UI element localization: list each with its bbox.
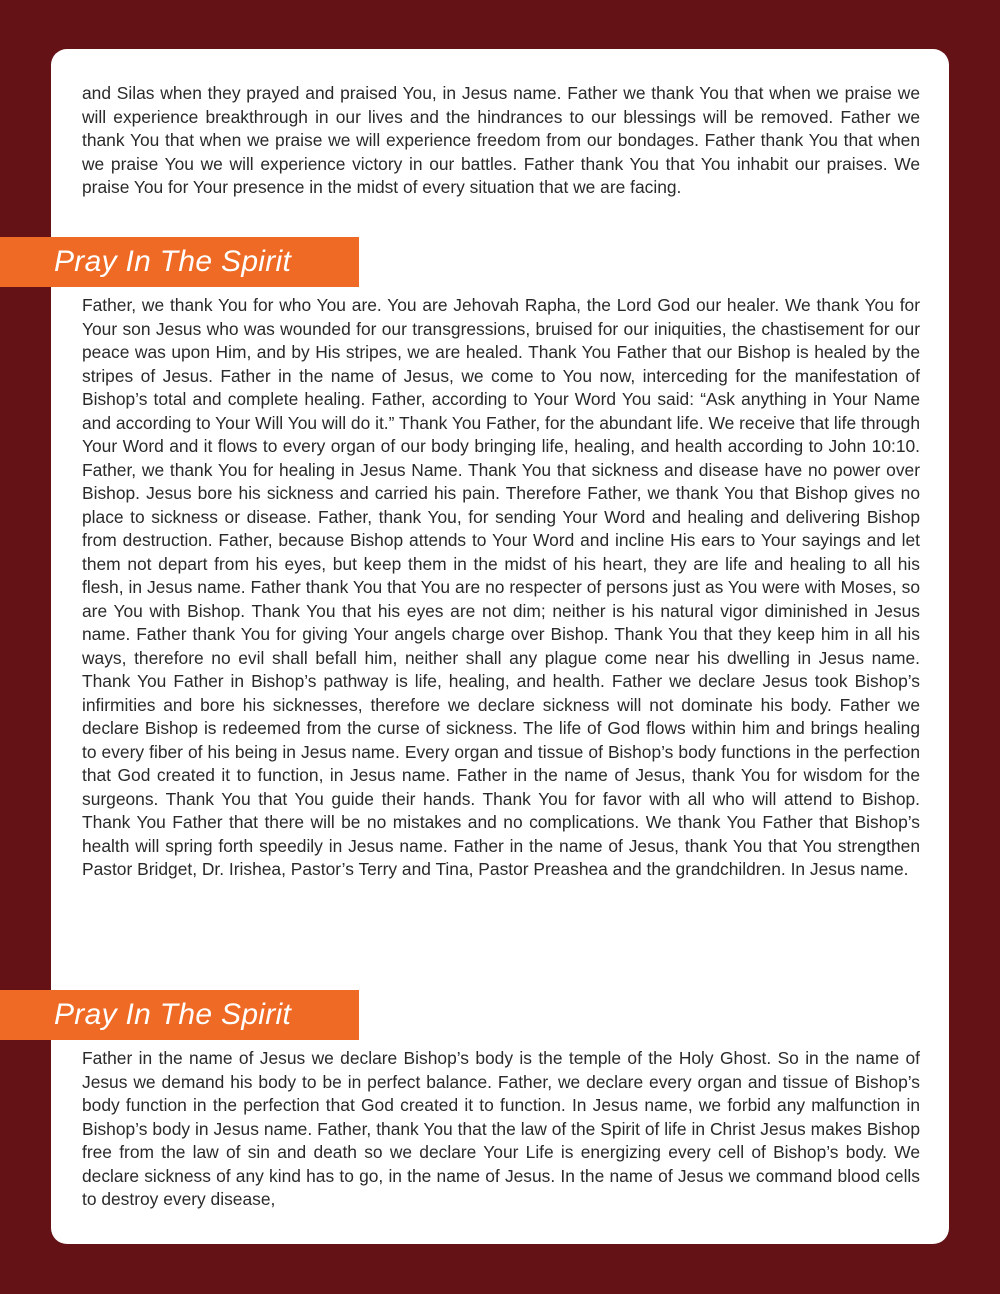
section-heading-1: Pray In The Spirit — [54, 245, 292, 278]
paragraph-praise: and Silas when they prayed and praised You, in Jesus name. Father we thank You that when we praise we will experience breakthrough in our lives and the hindrances to our blessings will be removed. Father we thank You that when we praise we will experience freedom from our bondages. Father thank You that when we praise You we will experience victory in our battles. Father thank You that You inhabit our praises. We praise You for Your presence in the midst of every situation that we are facing. — [82, 83, 920, 197]
paragraph-declaration: Father in the name of Jesus we declare Bishop’s body is the temple of the Holy Ghost. So in the name of Jesus we demand his body to be in perfect balance. Father, we declare every organ and tissue of Bishop’s body function in the perfection that God created it to function. In Jesus name, we forbid any malfunction in Bishop’s body in Jesus name. Father, thank You that the law of the Spirit of life in Christ Jesus makes Bishop free from the law of sin and death so we declare Your Life is energizing every cell of Bishop’s body. We declare sickness of any kind has to go, in the name of Jesus. In the name of Jesus we command blood cells to destroy every disease, — [82, 1048, 920, 1209]
section-heading-2: Pray In The Spirit — [54, 998, 292, 1031]
section-heading-bar-2 — [0, 990, 359, 1040]
section-heading-bar-1 — [0, 237, 359, 287]
paragraph-healing: Father, we thank You for who You are. You are Jehovah Rapha, the Lord God our healer. We thank You for Your son Jesus who was wounded for our transgressions, bruised for our iniquities, the chastisement for our peace was upon Him, and by His stripes, we are healed. Thank You Father that our Bishop is healed by the stripes of Jesus. Father in the name of Jesus, we come to You now, interceding for the manifestation of Bishop’s total and complete healing. Father, according to Your Word You said: “Ask anything in Your Name and according to Your Will You will do it.” Thank You Father, for the abundant life. We receive that life through Your Word and it flows to every organ of our body bringing life, healing, and health according to John 10:10. Father, we thank You for healing in Jesus Name. Thank You that sickness and disease have no power over Bishop. Jesus bore his sickness and carried his pain. Therefore Father, we thank You that Bishop gives no place to sickness or disease. Father, thank You, for sending Your Word and healing and delivering Bishop from destruction. Father, because Bishop attends to Your Word and incline His ears to Your sayings and let them not depart from his eyes, but keep them in the midst of his heart, they are life and healing to all his flesh, in Jesus name. Father thank You that You are no respecter of persons just as You were with Moses, so are You with Bishop. Thank You that his eyes are not dim; neither is his natural vigor diminished in Jesus name. Father thank You for giving Your angels charge over Bishop. Thank You that they keep him in all his ways, therefore no evil shall befall him, neither shall any plague come near his dwelling in Jesus name. Thank You Father in Bishop’s pathway is life, healing, and health. Father we declare Jesus took Bishop’s infirmities and bore his sicknesses, therefore we declare sickness will not dominate his body. Father we declare Bishop is redeemed from the curse of sickness. The life of God flows within him and brings healing to every fiber of his being in Jesus name. Every organ and tissue of Bishop’s body functions in the perfection that God created it to function, in Jesus name. Father in the name of Jesus, thank You for wisdom for the surgeons. Thank You that You guide their hands. Thank You for favor with all who will attend to Bishop. Thank You Father that there will be no mistakes and no complications. We thank You Father that Bishop’s health will spring forth speedily in Jesus name. Father in the name of Jesus, thank You that You strengthen Pastor Bridget, Dr. Irishea, Pastor’s Terry and Tina, Pastor Preashea and the grandchildren. In Jesus name. — [82, 295, 920, 879]
